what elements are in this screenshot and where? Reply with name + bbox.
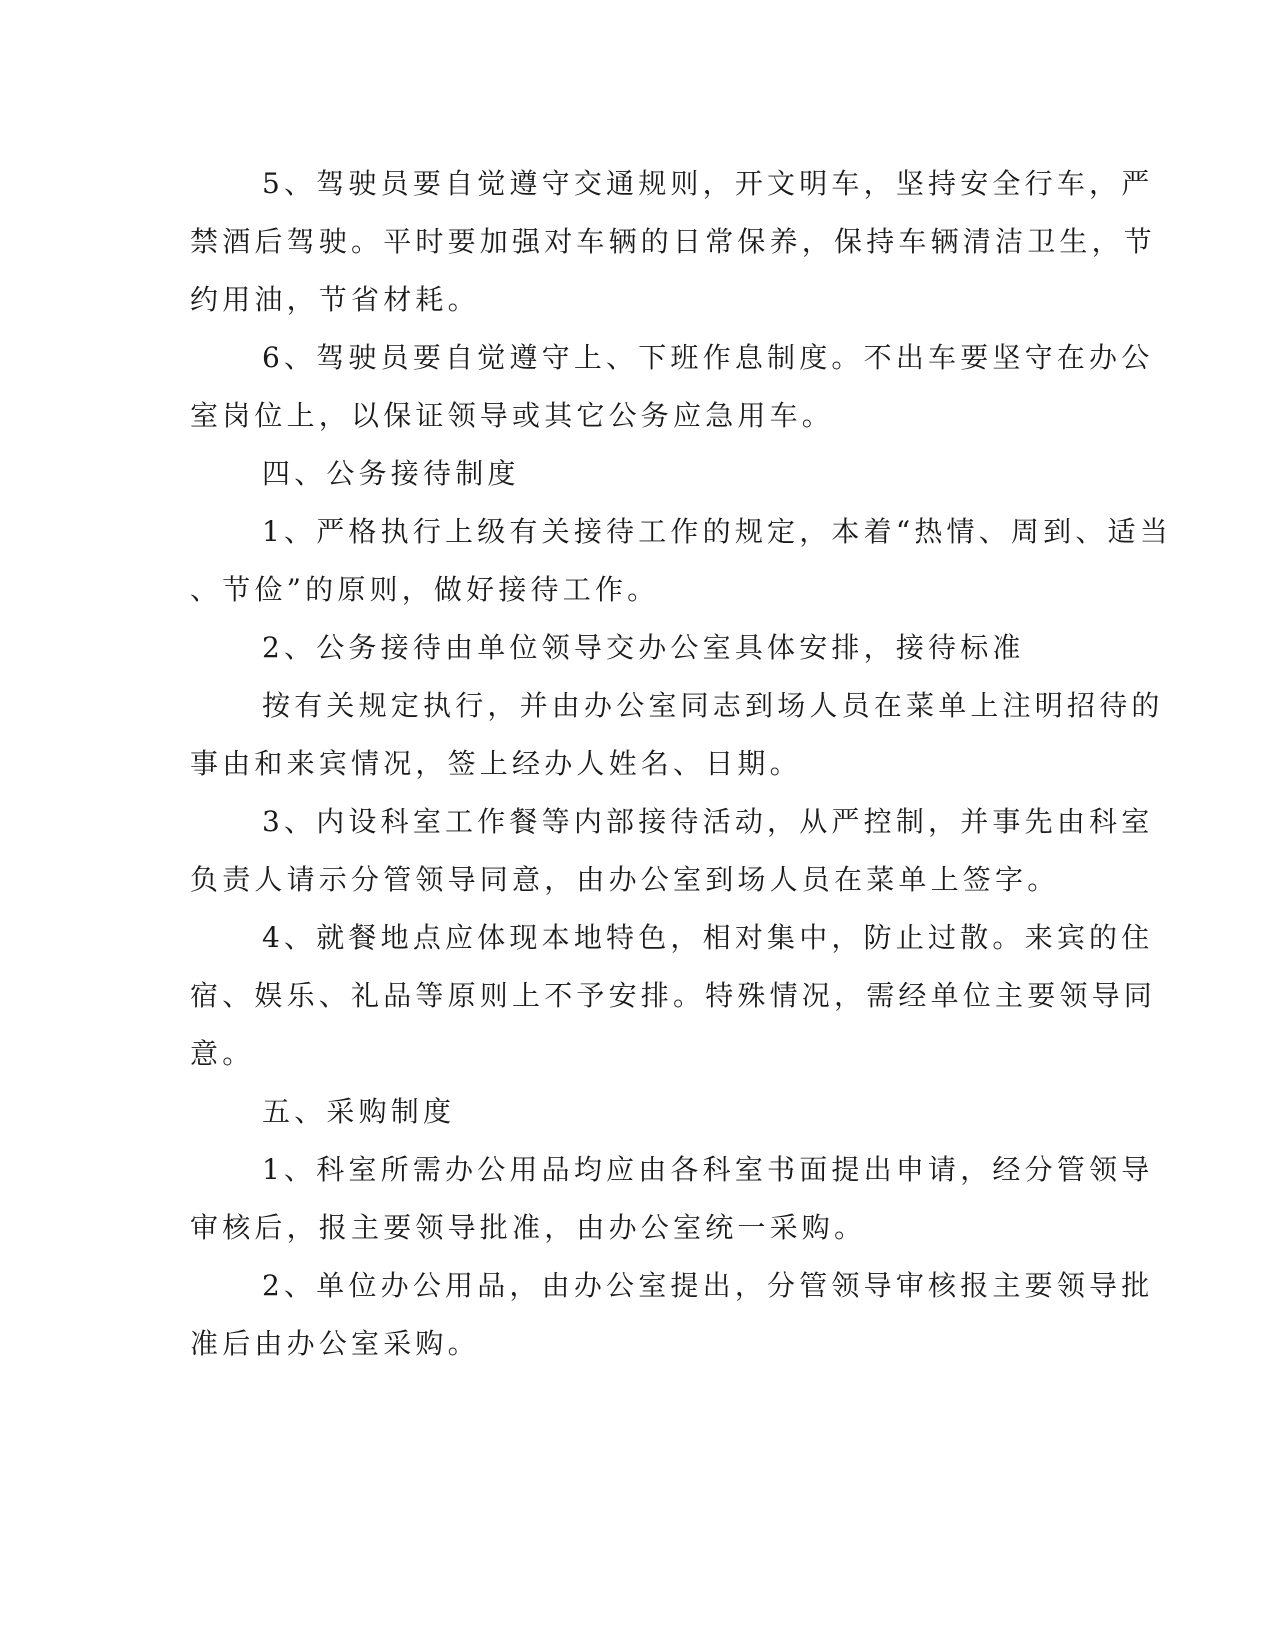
paragraph-6-line-1: 6、驾驶员要自觉遵守上、下班作息制度。不出车要坚守在办公 bbox=[262, 341, 1154, 374]
paragraph-5-line-2: 禁酒后驾驶。平时要加强对车辆的日常保养，保持车辆清洁卫生，节 bbox=[190, 225, 1157, 258]
reception-item-1-line-1: 1、严格执行上级有关接待工作的规定，本着“热情、周到、适当 bbox=[262, 515, 1172, 548]
reception-item-3-line-1: 3、内设科室工作餐等内部接待活动，从严控制，并事先由科室 bbox=[262, 805, 1154, 838]
reception-item-2-line-2: 按有关规定执行，并由办公室同志到场人员在菜单上注明招待的 bbox=[262, 689, 1164, 722]
reception-item-1-line-2: 、节俭”的原则，做好接待工作。 bbox=[190, 573, 660, 606]
procurement-item-1-line-1: 1、科室所需办公用品均应由各科室书面提出申请，经分管领导 bbox=[262, 1153, 1154, 1186]
procurement-item-2-line-2: 准后由办公室采购。 bbox=[190, 1327, 480, 1360]
procurement-item-1-line-2: 审核后，报主要领导批准，由办公室统一采购。 bbox=[190, 1211, 867, 1244]
procurement-item-2-line-1: 2、单位办公用品，由办公室提出，分管领导审核报主要领导批 bbox=[262, 1269, 1154, 1302]
reception-item-2-line-3: 事由和来宾情况，签上经办人姓名、日期。 bbox=[190, 747, 802, 780]
section-heading-procurement: 五、采购制度 bbox=[262, 1095, 456, 1128]
reception-item-4-line-2: 宿、娱乐、礼品等原则上不予安排。特殊情况，需经单位主要领导同 bbox=[190, 979, 1157, 1012]
reception-item-4-line-1: 4、就餐地点应体现本地特色，相对集中，防止过散。来宾的住 bbox=[262, 921, 1154, 954]
paragraph-6-line-2: 室岗位上，以保证领导或其它公务应急用车。 bbox=[190, 399, 835, 432]
section-heading-reception: 四、公务接待制度 bbox=[262, 457, 520, 490]
reception-item-2-line-1: 2、公务接待由单位领导交办公室具体安排，接待标准 bbox=[262, 631, 1025, 664]
paragraph-5-line-3: 约用油，节省材耗。 bbox=[190, 283, 480, 316]
reception-item-3-line-2: 负责人请示分管领导同意，由办公室到场人员在菜单上签字。 bbox=[190, 863, 1060, 896]
reception-item-4-line-3: 意。 bbox=[190, 1037, 255, 1070]
paragraph-5-line-1: 5、驾驶员要自觉遵守交通规则，开文明车，坚持安全行车，严 bbox=[262, 167, 1154, 200]
